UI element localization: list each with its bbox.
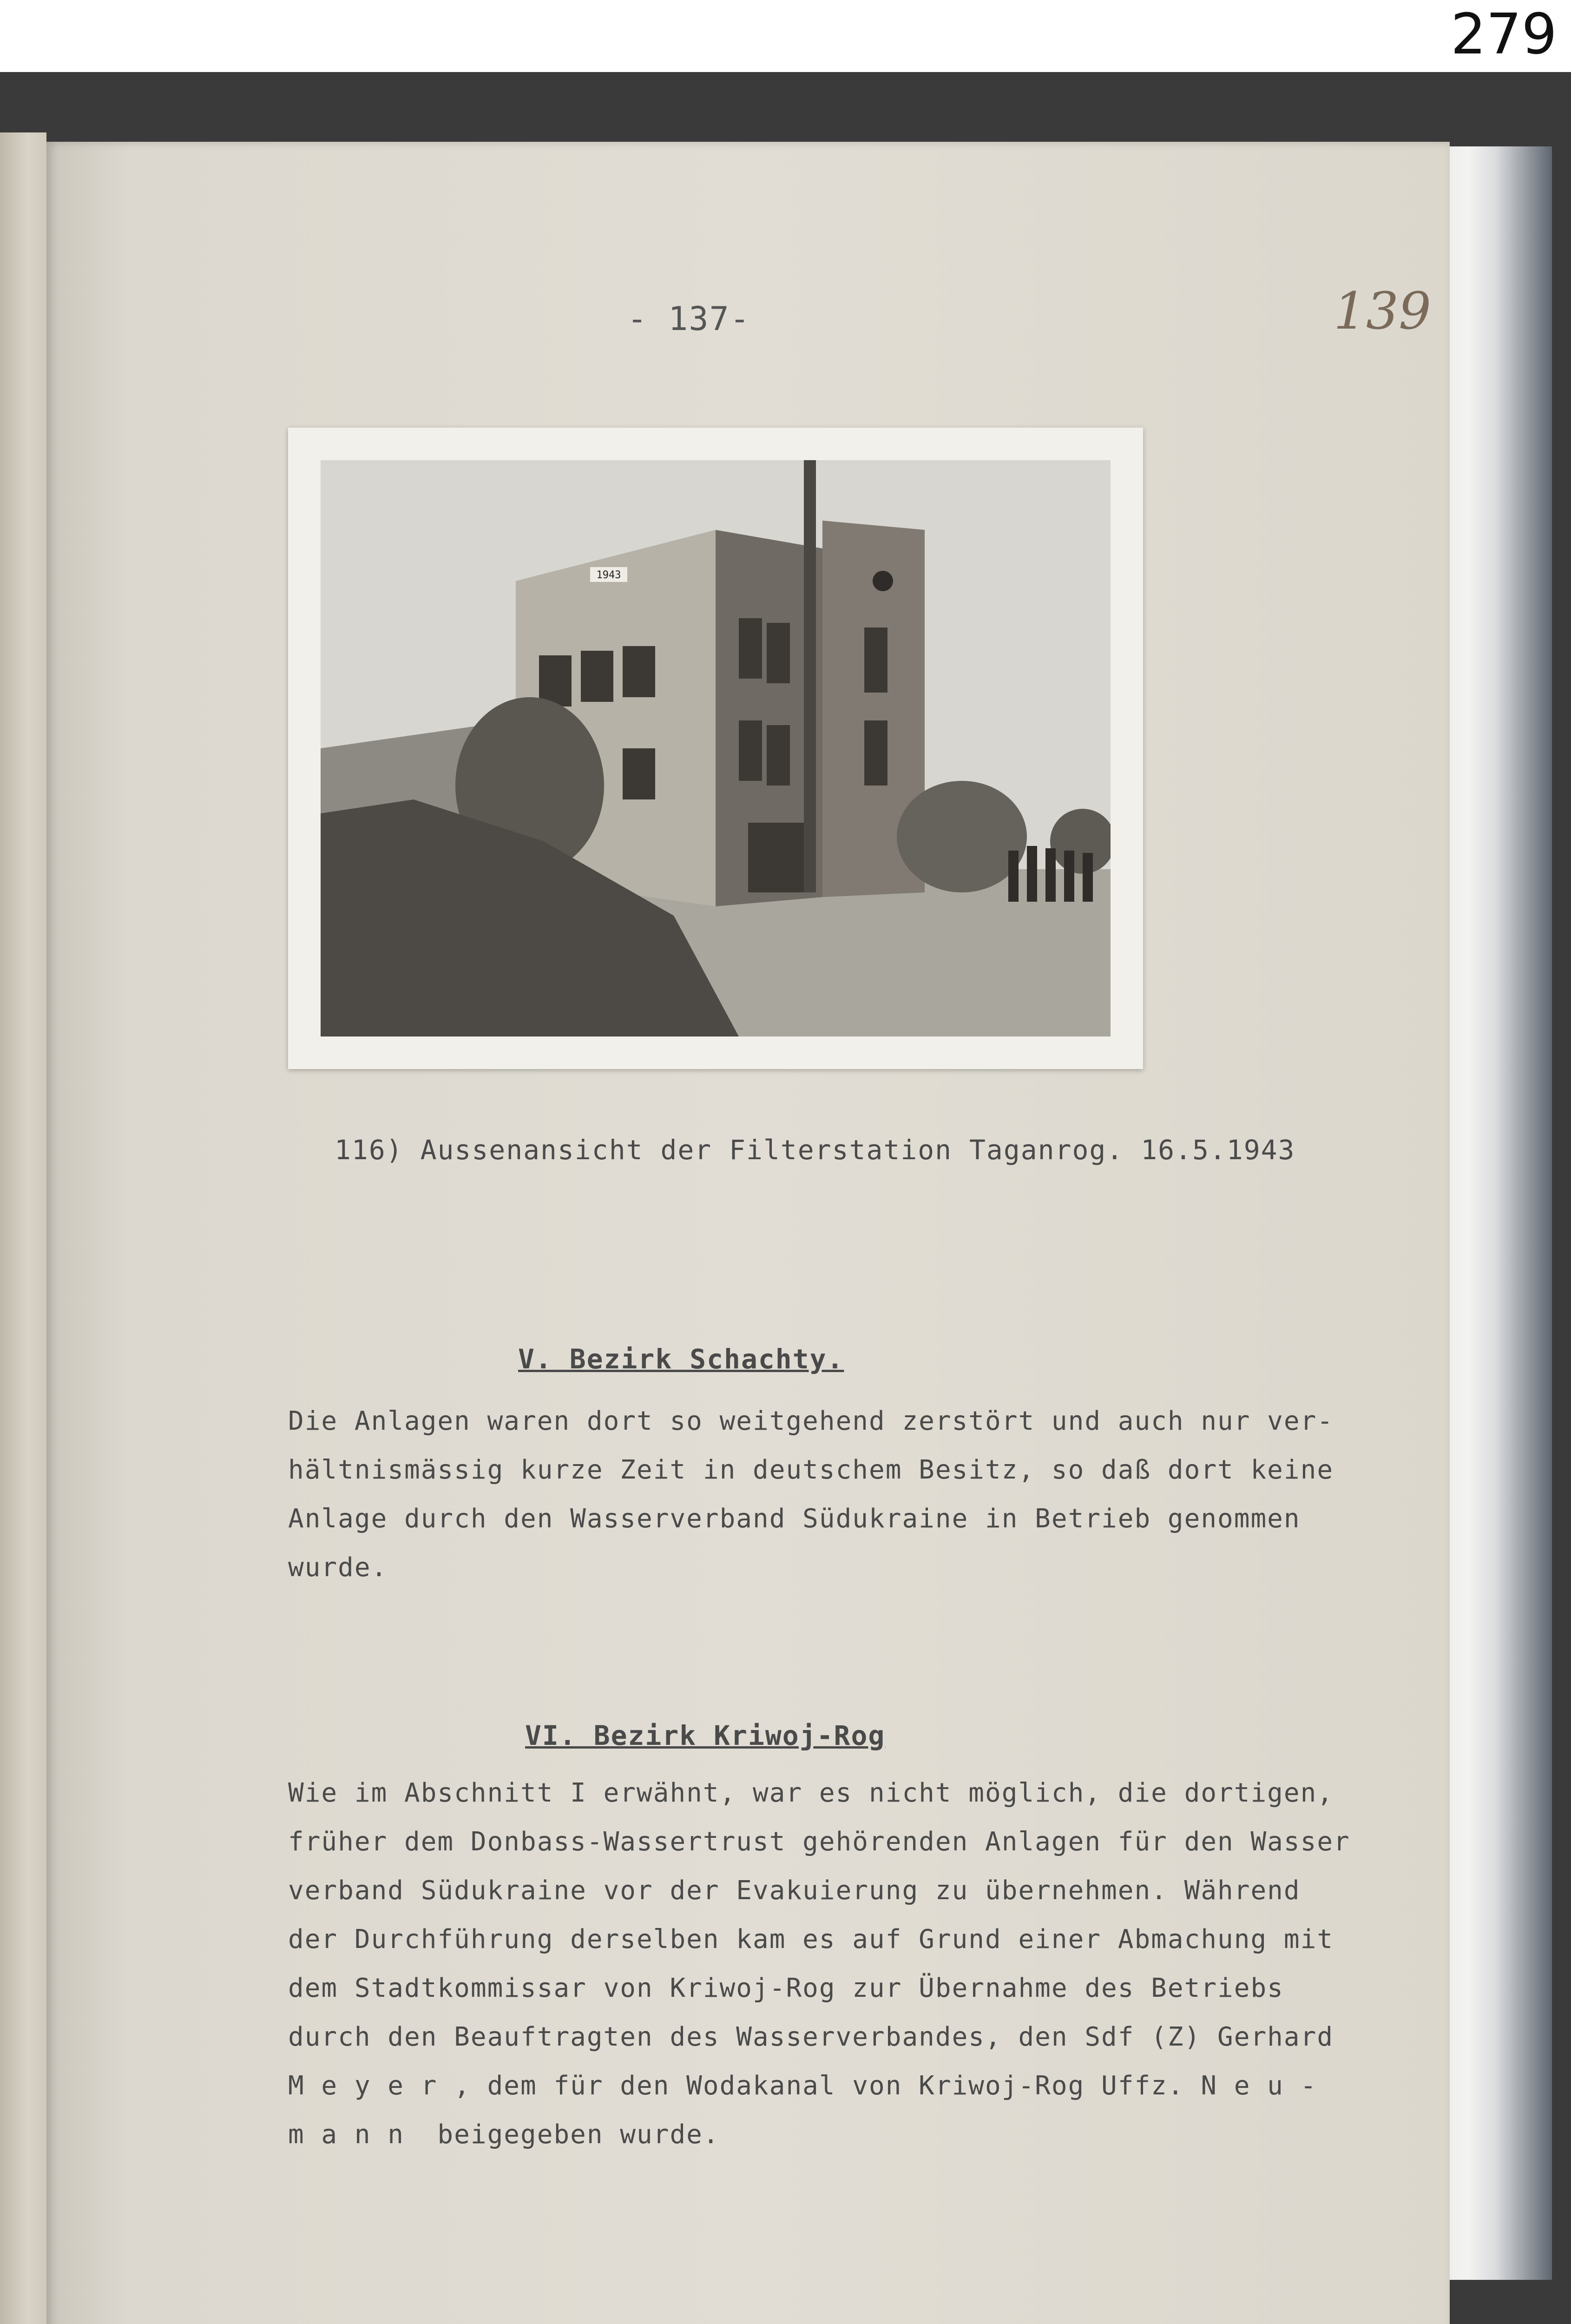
paragraph-line: der Durchführung derselben kam es auf Grund einer Abmachung mit: [288, 1924, 1334, 1954]
document-page: [46, 142, 1450, 2324]
left-facing-page: [0, 132, 46, 2324]
paragraph-line: früher dem Donbass-Wassertrust gehörenden Anlagen für den Wasser: [288, 1827, 1350, 1857]
paragraph-line: M e y e r , dem für den Wodakanal von Kriwoj-Rog Uffz. N e u -: [288, 2071, 1317, 2101]
section-vi-paragraph: [288, 1769, 1478, 2159]
building-photo: [321, 460, 1111, 1037]
paragraph-line: Wie im Abschnitt I erwähnt, war es nicht möglich, die dortigen,: [288, 1778, 1334, 1808]
section-v-paragraph: [288, 1397, 1478, 1592]
handwritten-folio: 139: [1334, 281, 1431, 341]
photo-tower-window: [873, 571, 893, 591]
paragraph-line: m a n n beigegeben wurde.: [288, 2119, 720, 2150]
section-v-heading: V. Bezirk Schachty.: [518, 1343, 844, 1375]
photo-frame: [288, 428, 1143, 1069]
paragraph-line: dem Stadtkommissar von Kriwoj-Rog zur Übernahme des Betriebs: [288, 1973, 1284, 2003]
typed-page-number: - 137-: [627, 300, 750, 338]
photo-caption: 116) Aussenansicht der Filterstation Taganrog. 16.5.1943: [335, 1134, 1295, 1166]
photo-tree-right: [897, 781, 1027, 892]
section-vi-heading: VI. Bezirk Kriwoj-Rog: [525, 1720, 886, 1751]
paragraph-line: wurde.: [288, 1552, 388, 1583]
photo-chimney: [804, 460, 816, 892]
paragraph-line: durch den Beauftragten des Wasserverbandes, den Sdf (Z) Gerhard: [288, 2022, 1334, 2052]
scan-page-number: 279: [1450, 2, 1557, 67]
photo-building-sign: 1943: [596, 569, 621, 581]
paragraph-line: Die Anlagen waren dort so weitgehend zerstört und auch nur ver-: [288, 1406, 1334, 1436]
paragraph-line: hältnismässig kurze Zeit in deutschem Besitz, so daß dort keine: [288, 1455, 1334, 1485]
scan-background: [0, 72, 1571, 2324]
paragraph-line: verband Südukraine vor der Evakuierung zu übernehmen. Während: [288, 1875, 1301, 1906]
paragraph-line: Anlage durch den Wasserverband Südukraine in Betrieb genommen: [288, 1504, 1301, 1534]
